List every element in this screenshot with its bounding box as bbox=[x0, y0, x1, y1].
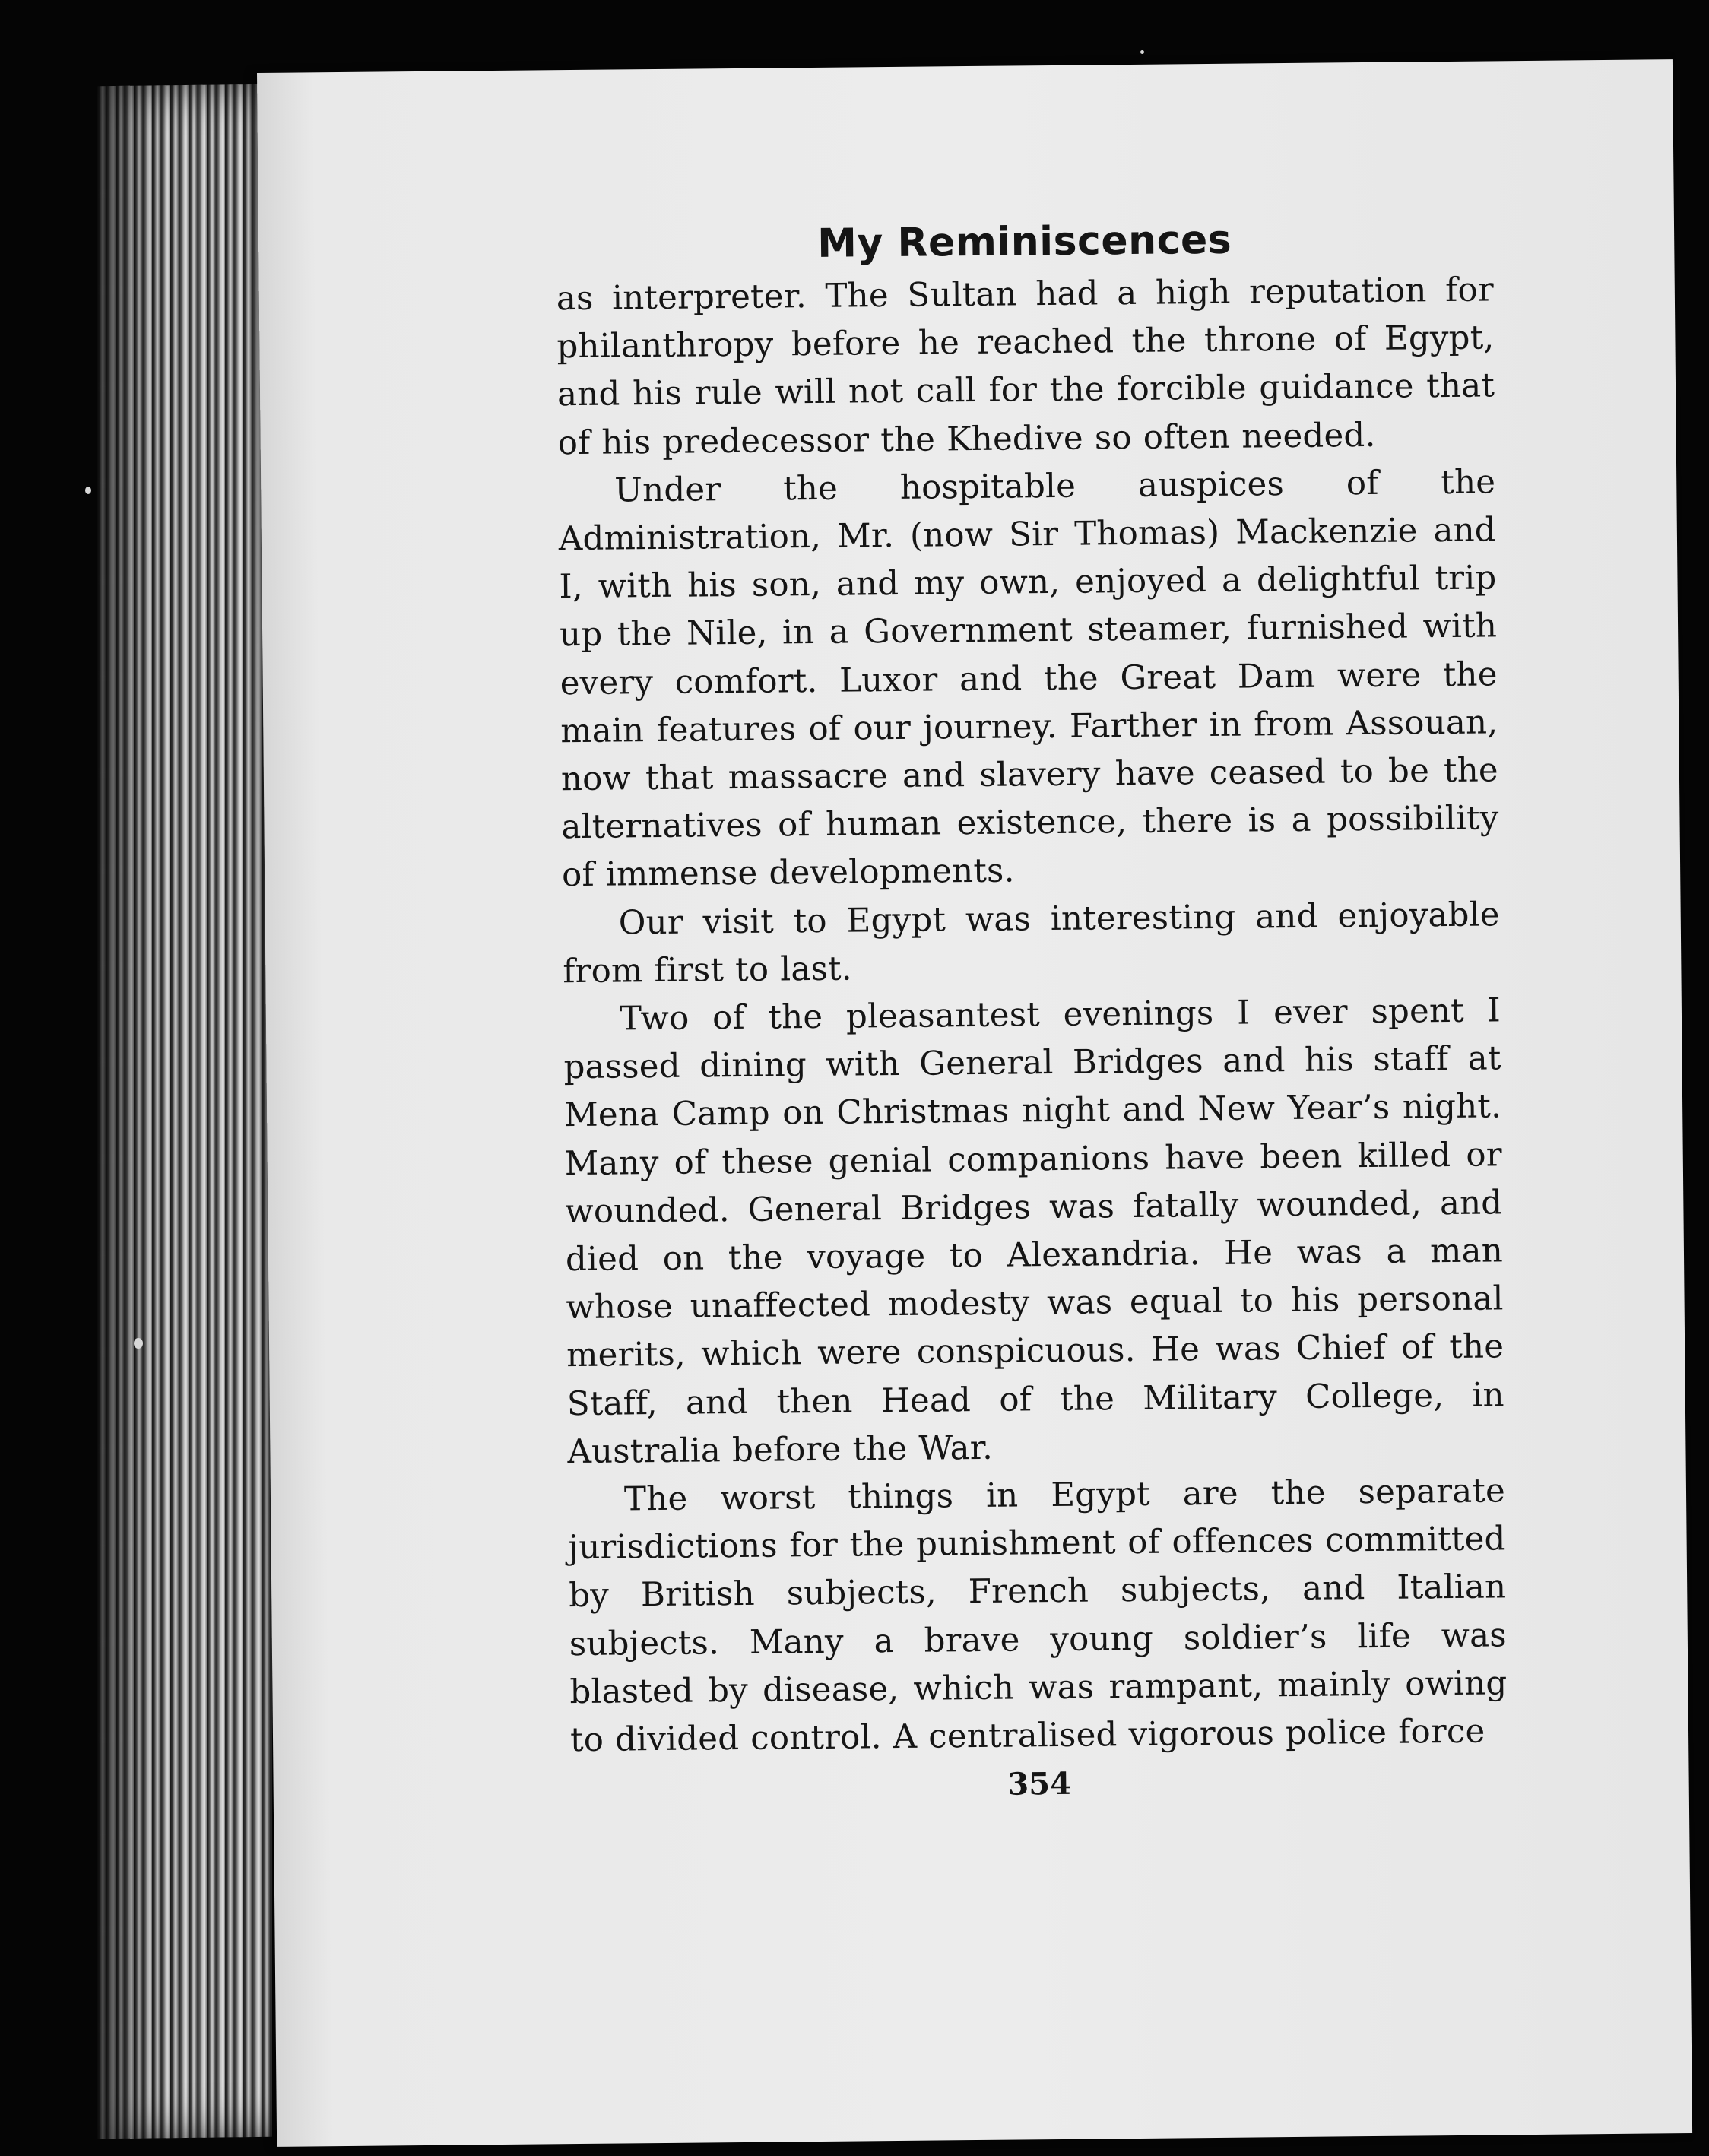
book-page bbox=[257, 59, 1692, 2147]
scan-speck bbox=[1140, 50, 1144, 54]
paragraph: Our visit to Egypt was interesting and enjoyable from first to last. bbox=[563, 896, 1500, 991]
paragraph: Under the hospitable auspices of the Administration, Mr. (now Sir Thomas) Mackenzie and I, with his son, and my own, enjoyed a delightful trip up the Nile, in a Government steamer, furnished with every comfort. Luxor and the Great Dam were the main features of our journey. Farther in from Assouan, now that massacre and slavery have ceased to be the alternatives of human existence, there is a possibility of immense developments. bbox=[558, 463, 1499, 895]
scan-speck bbox=[134, 1338, 143, 1349]
scan-speck bbox=[85, 487, 91, 494]
paragraph: as interpreter. The Sultan had a high reputation for philanthropy before he reached the throne of Egypt, and his rule will not call for the forcible guidance that of his predecessor the Khedive so often needed. bbox=[556, 271, 1495, 462]
page-text-block bbox=[556, 213, 1508, 1812]
body-text bbox=[556, 266, 1508, 1764]
paragraph: The worst things in Egypt are the separate jurisdictions for the punishment of offences committed by British subjects, French subjects, and Italian subjects. Many a brave young soldier’s life was blasted by disease, which was rampant, mainly owing to divided control. A centralised vigorous police force bbox=[568, 1472, 1508, 1760]
paragraph: Two of the pleasantest evenings I ever spent I passed dining with General Bridges and his staff at Mena Camp on Christmas night and New Year’s night. Many of these genial companions have been killed or wounded. General Bridges was fatally wounded, and died on the voyage to Alexandria. He was a man whose unaffected modesty was equal to his personal merits, which were conspicuous. He was Chief of the Staff, and then Head of the Military College, in Australia before the War. bbox=[563, 991, 1505, 1472]
running-head: My Reminiscences bbox=[816, 217, 1232, 267]
page-number: 354 bbox=[1007, 1766, 1072, 1802]
book-page-edges bbox=[97, 84, 272, 2139]
